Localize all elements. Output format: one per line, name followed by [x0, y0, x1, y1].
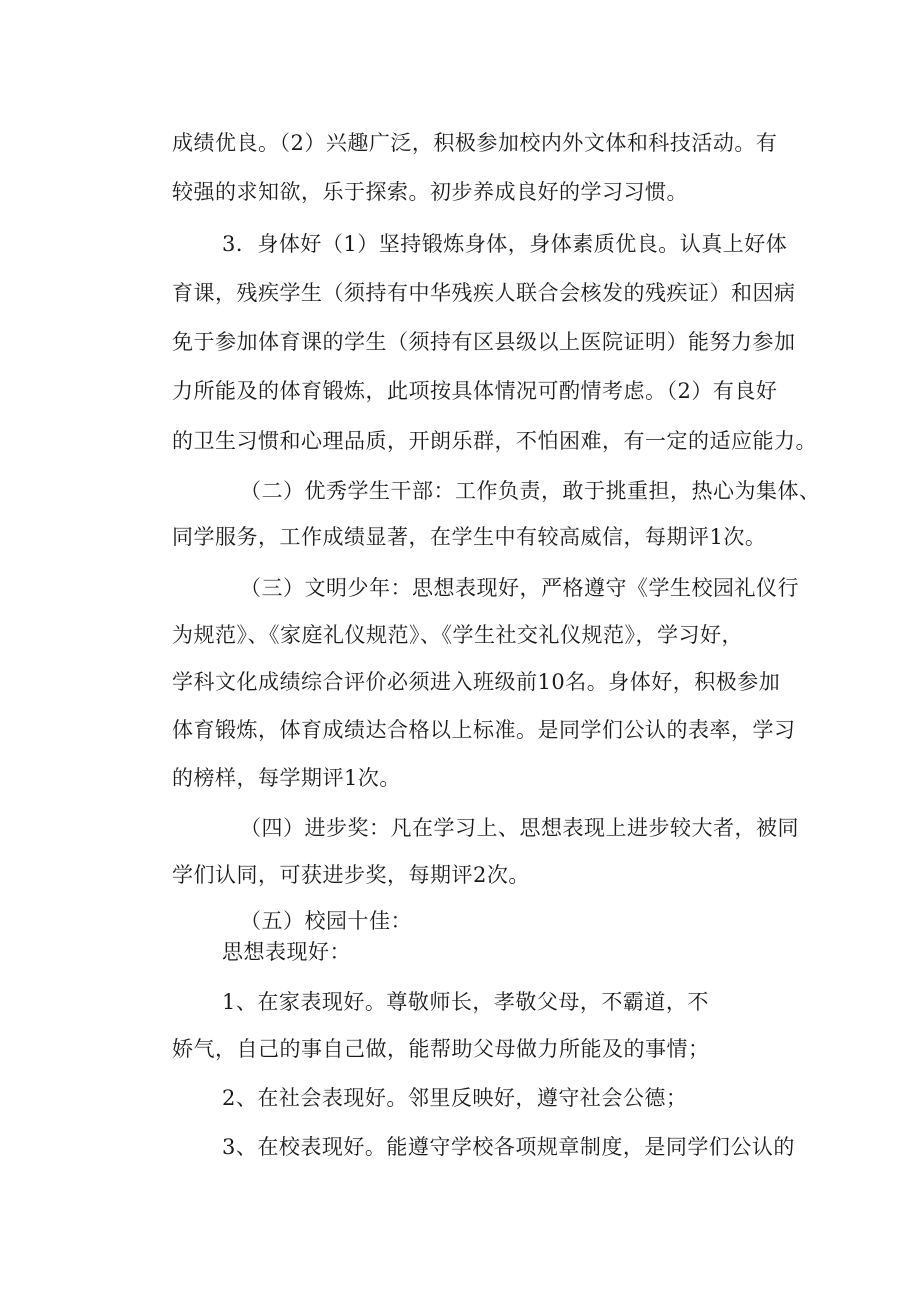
text-line: 育课，残疾学生（须持有中华残疾人联合会核发的残疾证）和因病 — [172, 281, 796, 305]
text-line: （二）优秀学生干部：工作负责，敢于挑重担，热心为集体、 — [240, 479, 821, 503]
text-line: 免于参加体育课的学生（须持有区县级以上医院证明）能努力参加 — [172, 330, 796, 354]
text-line: 娇气，自己的事自己做，能帮助父母做力所能及的事情； — [172, 1037, 710, 1061]
text-line: 思想表现好： — [222, 940, 351, 964]
text-line: 力所能及的体育锻炼，此项按具体情况可酌情考虑。（2）有良好 — [172, 379, 778, 403]
text-line: 学们认同，可获进步奖，每期评2次。 — [172, 863, 530, 887]
text-line: 成绩优良。（2）兴趣广泛，积极参加校内外文体和科技活动。有 — [172, 131, 778, 155]
text-line: 较强的求知欲，乐于探索。初步养成良好的学习习惯。 — [172, 180, 688, 204]
text-line: （三）文明少年：思想表现好，严格遵守《学生校园礼仪行 — [240, 576, 799, 600]
text-line: 1、在家表现好。尊敬师长，孝敬父母，不霸道，不 — [222, 990, 709, 1014]
text-line: 学科文化成绩综合评价必须进入班级前10名。身体好，积极参加 — [172, 670, 781, 694]
text-line: 2、在社会表现好。邻里反映好，遵守社会公德； — [222, 1086, 688, 1110]
text-line: 的卫生习惯和心理品质，开朗乐群，不怕困难，有一定的适应能力。 — [172, 429, 817, 453]
text-line: 体育锻炼，体育成绩达合格以上标准。是同学们公认的表率，学习 — [172, 718, 796, 742]
text-line: （四）进步奖：凡在学习上、思想表现上进步较大者，被同 — [240, 816, 799, 840]
text-line: 同学服务，工作成绩显著，在学生中有较高威信，每期评1次。 — [172, 525, 767, 549]
text-line: （五）校园十佳： — [240, 909, 412, 933]
text-line: 3．身体好（1）坚持锻炼身体，身体素质优良。认真上好体 — [222, 232, 788, 256]
text-line: 的榜样，每学期评1次。 — [172, 766, 401, 790]
text-line: 3、在校表现好。能遵守学校各项规章制度，是同学们公认的 — [222, 1135, 795, 1159]
text-line: 为规范》、《家庭礼仪规范》、《学生社交礼仪规范》，学习好， — [172, 623, 743, 647]
